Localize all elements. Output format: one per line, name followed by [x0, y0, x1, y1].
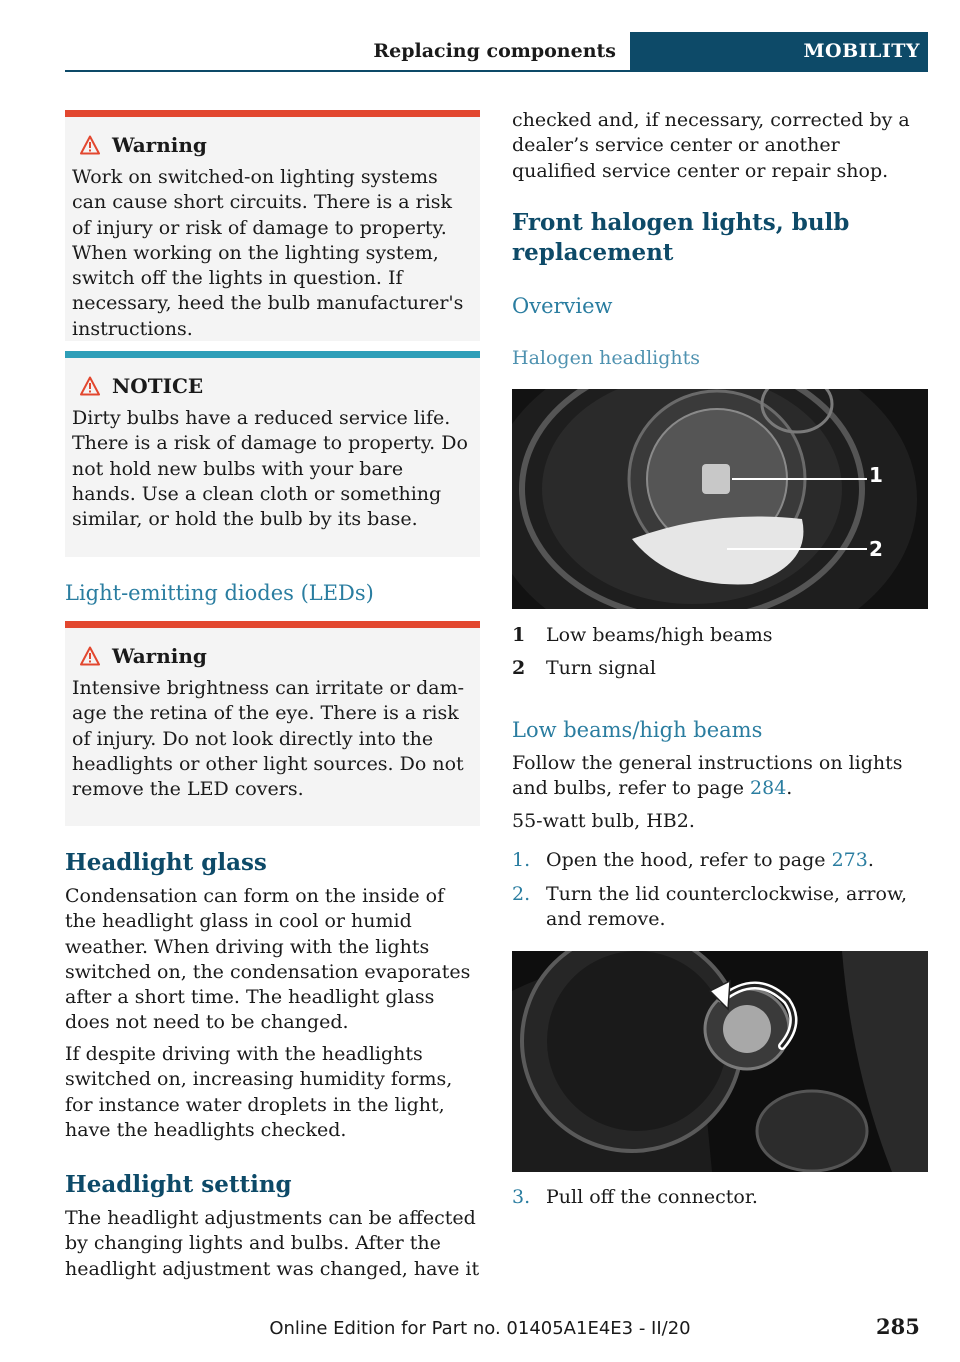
figure-callout-2: 2 — [869, 537, 883, 561]
warning-triangle-icon — [80, 135, 100, 155]
warning-triangle-icon — [80, 646, 100, 666]
headlight-glass-paragraph: If despite driving with the headlights switched on, increasing humidity forms, for instance water droplets in the light, have the headlights checked. — [65, 1043, 453, 1141]
notice-bar — [65, 351, 480, 358]
continued-paragraph: checked and, if necessary, corrected by a dealer’s service center or another qualified service center or repair shop. — [512, 109, 910, 182]
legend-item: 2 Turn signal — [512, 657, 656, 679]
low-beams-paragraph: Follow the general instructions on lights and bulbs, refer to page 284. — [512, 752, 903, 800]
front-halogen-heading: Front halogen lights, bulb replacement — [512, 209, 850, 266]
headlight-glass-heading: Headlight glass — [65, 849, 267, 876]
warning-triangle-icon — [80, 376, 100, 396]
leds-heading: Light-emitting diodes (LEDs) — [65, 581, 374, 605]
headlight-setting-paragraph: The headlight adjustments can be affected by changing lights and bulbs. After the headlight adjustment was changed, have it — [65, 1207, 480, 1280]
legend-item: 1 Low beams/high beams — [512, 624, 773, 646]
headlight-glass-paragraph: Condensation can form on the inside of the headlight glass in cool or humid weather. When driving with the lights switched on, the condensation evaporates after a short time. The headlight glass does not need to be changed. — [65, 885, 471, 1034]
warning-title: Warning — [72, 642, 472, 670]
warning-text: Intensive brightness can irritate or damage the retina of the eye. There is a risk of injury. Do not look directly into the headlights or other light sources. Do not remove the LED covers. — [72, 677, 465, 801]
section-title: Replacing components — [373, 40, 616, 62]
headlight-illustration — [512, 389, 928, 609]
headlight-setting-heading: Headlight setting — [65, 1171, 292, 1198]
lid-removal-figure — [512, 951, 928, 1172]
notice-box — [65, 351, 480, 557]
step-item: 3. Pull off the connector. — [512, 1186, 758, 1208]
page-link[interactable]: 284 — [750, 777, 787, 800]
halogen-headlight-figure — [512, 389, 928, 609]
page-number: 285 — [876, 1314, 920, 1339]
bulb-spec: 55-watt bulb, HB2. — [512, 810, 695, 832]
page-link[interactable]: 273 — [831, 849, 868, 871]
header-rule — [65, 70, 928, 72]
page-header — [65, 32, 928, 72]
warning-box — [65, 621, 480, 826]
figure-callout-1: 1 — [869, 463, 883, 487]
warning-box — [65, 110, 480, 341]
warning-text: Work on switched-on lighting systems can cause short circuits. There is a risk of injury or risk of damage to property. When working on the lighting system, switch off the lights in question. If necessary, heed the bulb manufacturer's instructions. — [72, 166, 464, 340]
edition-note: Online Edition for Part no. 01405A1E4E3 - II/20 — [269, 1318, 691, 1339]
overview-heading: Overview — [512, 294, 613, 318]
warning-bar — [65, 110, 480, 117]
lid-illustration — [512, 951, 928, 1172]
warning-title: Warning — [72, 131, 472, 159]
notice-text: Dirty bulbs have a reduced service life. There is a risk of damage to property. Do not hold new bulbs with your bare hands. Use a clean cloth or something similar, or hold the bulb by its base. — [72, 407, 468, 531]
step-item: 1. Open the hood, refer to page 273. — [512, 849, 874, 871]
notice-title: NOTICE — [72, 372, 472, 400]
halogen-headlights-heading: Halogen headlights — [512, 347, 701, 369]
step-item: 2. Turn the lid counterclockwise, arrow, and remove. — [512, 883, 907, 931]
warning-bar — [65, 621, 480, 628]
low-beams-heading: Low beams/high beams — [512, 718, 763, 742]
chapter-tab[interactable]: MOBILITY — [630, 32, 928, 70]
